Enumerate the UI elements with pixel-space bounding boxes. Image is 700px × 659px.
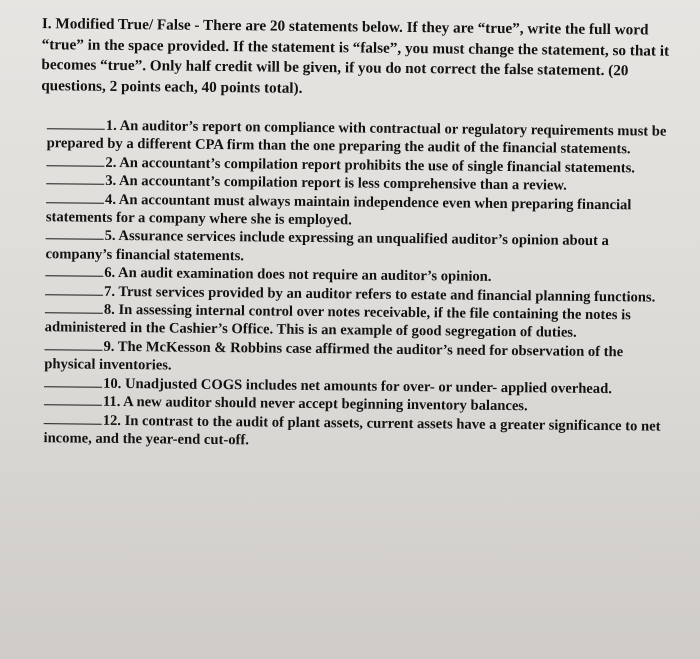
instructions-text: - There are 20 statements below. If they are “true”, write the full word “true” in the space provided. If the statement is “false”, you must change the statement, so that it becomes “true”. Only half credit will be given, if you do not correct the false statement. (20 questions, 2 points each, 40 points total). xyxy=(41,16,670,97)
question-text: 6. An audit examination does not require an auditor’s opinion. xyxy=(104,265,492,286)
answer-blank[interactable] xyxy=(46,171,104,185)
question-continuation: prepared by a different CPA firm than the one preparing the audit of the financial statements. xyxy=(46,135,631,158)
question-item xyxy=(23,410,683,454)
question-text: 9. The McKesson & Robbins case affirmed the auditor’s need for observation of the xyxy=(103,338,624,361)
answer-blank[interactable] xyxy=(46,153,104,167)
answer-blank[interactable] xyxy=(45,263,103,277)
instructions-paragraph xyxy=(41,14,688,103)
question-text: 10. Unadjusted COGS includes net amounts for over- or under- applied overhead. xyxy=(103,375,612,397)
question-continuation: physical inventories. xyxy=(44,356,172,374)
question-text: 4. An accountant must always maintain independence even when preparing financial xyxy=(104,191,632,213)
question-continuation: administered in the Cashier’s Office. This is an example of good segregation of duties. xyxy=(44,319,577,342)
answer-blank[interactable] xyxy=(46,227,104,241)
question-continuation: income, and the year-end cut-off. xyxy=(43,430,250,449)
question-continuation: company’s financial statements. xyxy=(45,246,245,265)
answer-blank[interactable] xyxy=(44,374,102,388)
question-continuation: statements for a company where she is employed. xyxy=(45,209,352,229)
answer-blank[interactable] xyxy=(45,300,103,314)
question-text: 11. A new auditor should never accept beginning inventory balances. xyxy=(102,393,528,415)
question-text: 12. In contrast to the audit of plant assets, current assets have a greater significance to net xyxy=(102,412,661,435)
answer-blank[interactable] xyxy=(44,337,102,351)
answer-blank[interactable] xyxy=(44,411,102,425)
question-text: 2. An accountant’s compilation report prohibits the use of single financial statements. xyxy=(105,154,636,177)
answer-blank[interactable] xyxy=(47,116,105,130)
question-text: 8. In assessing internal control over notes receivable, if the file containing the notes is xyxy=(103,301,631,324)
section-label: I. Modified True/ False xyxy=(41,15,191,34)
worksheet-page xyxy=(23,14,688,454)
question-text: 7. Trust services provided by an auditor refers to estate and financial planning functions. xyxy=(104,283,656,306)
question-text: 3. An accountant’s compilation report is less comprehensive than a review. xyxy=(105,173,567,194)
answer-blank[interactable] xyxy=(46,190,104,204)
question-text: 5. Assurance services include expressing an unqualified auditor’s opinion about a xyxy=(104,228,609,250)
question-list xyxy=(23,116,686,454)
question-text: 1. An auditor’s report on compliance with contractual or regulatory requirements must be xyxy=(105,117,667,140)
answer-blank[interactable] xyxy=(44,392,102,406)
answer-blank[interactable] xyxy=(45,282,103,296)
